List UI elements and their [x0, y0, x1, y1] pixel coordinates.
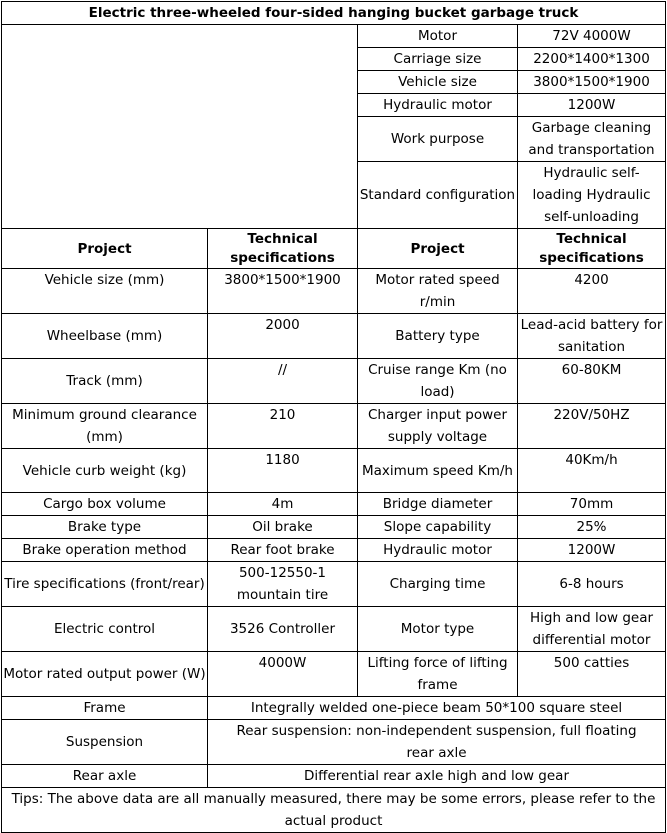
project-right: Cruise range Km (no load)	[358, 359, 518, 404]
header-row	[2, 229, 666, 269]
wide-row-value: Integrally welded one-piece beam 50*100 square steel	[208, 697, 666, 720]
summary-label: Work purpose	[358, 117, 518, 162]
project-left: Vehicle size (mm)	[2, 269, 208, 314]
spec-left: Oil brake	[208, 516, 358, 539]
table-row	[2, 314, 666, 359]
project-left: Track (mm)	[2, 359, 208, 404]
spec-left: 4000W	[208, 652, 358, 697]
spec-right: 1200W	[518, 539, 666, 562]
table-row	[2, 539, 666, 562]
spec-left: //	[208, 359, 358, 404]
summary-row	[2, 25, 666, 48]
tips-row	[2, 788, 666, 833]
wide-row	[2, 720, 666, 765]
table-row	[2, 652, 666, 697]
spec-table	[1, 1, 666, 833]
project-left: Motor rated output power (W)	[2, 652, 208, 697]
spec-left: 210	[208, 404, 358, 449]
table-row	[2, 449, 666, 493]
wide-row-label: Suspension	[2, 720, 208, 765]
summary-label: Carriage size	[358, 48, 518, 71]
project-left: Minimum ground clearance (mm)	[2, 404, 208, 449]
project-right: Lifting force of lifting frame	[358, 652, 518, 697]
project-right: Bridge diameter	[358, 493, 518, 516]
summary-label: Standard configuration	[358, 162, 518, 229]
project-left: Electric control	[2, 607, 208, 652]
table-row	[2, 404, 666, 449]
project-left: Brake type	[2, 516, 208, 539]
project-left: Wheelbase (mm)	[2, 314, 208, 359]
wide-row-value: Rear suspension: non-independent suspension, full floating rear axle	[208, 720, 666, 765]
table-row	[2, 516, 666, 539]
spec-left: 3526 Controller	[208, 607, 358, 652]
summary-value: 1200W	[518, 94, 666, 117]
spec-right: 60-80KM	[518, 359, 666, 404]
summary-label: Vehicle size	[358, 71, 518, 94]
wide-row	[2, 765, 666, 788]
summary-value: 72V 4000W	[518, 25, 666, 48]
header-spec-left: Technical specifications	[208, 229, 358, 269]
spec-right: 4200	[518, 269, 666, 314]
project-right: Maximum speed Km/h	[358, 449, 518, 493]
spec-left: 2000	[208, 314, 358, 359]
header-spec-right: Technical specifications	[518, 229, 666, 269]
spec-right: 40Km/h	[518, 449, 666, 493]
project-right: Motor rated speed r/min	[358, 269, 518, 314]
header-project-right: Project	[358, 229, 518, 269]
project-right: Slope capability	[358, 516, 518, 539]
project-right: Motor type	[358, 607, 518, 652]
project-right: Charging time	[358, 562, 518, 607]
table-row	[2, 562, 666, 607]
spec-left: 500-12550-1 mountain tire	[208, 562, 358, 607]
table-row	[2, 269, 666, 314]
summary-value: Garbage cleaning and transportation	[518, 117, 666, 162]
summary-value: Hydraulic self-loading Hydraulic self-unloading	[518, 162, 666, 229]
spec-right: High and low gear differential motor	[518, 607, 666, 652]
project-left: Tire specifications (front/rear)	[2, 562, 208, 607]
product-image-area	[2, 25, 358, 229]
spec-right: 220V/50HZ	[518, 404, 666, 449]
spec-left: Rear foot brake	[208, 539, 358, 562]
wide-row-label: Frame	[2, 697, 208, 720]
spec-left: 1180	[208, 449, 358, 493]
spec-right: 6-8 hours	[518, 562, 666, 607]
table-row	[2, 493, 666, 516]
wide-row	[2, 697, 666, 720]
header-project-left: Project	[2, 229, 208, 269]
project-left: Brake operation method	[2, 539, 208, 562]
project-right: Battery type	[358, 314, 518, 359]
spec-left: 4m	[208, 493, 358, 516]
spec-right: Lead-acid battery for sanitation	[518, 314, 666, 359]
spec-left: 3800*1500*1900	[208, 269, 358, 314]
title-row	[2, 2, 666, 25]
spec-right: 500 catties	[518, 652, 666, 697]
project-left: Cargo box volume	[2, 493, 208, 516]
summary-label: Motor	[358, 25, 518, 48]
table-title: Electric three-wheeled four-sided hanging bucket garbage truck	[2, 2, 666, 25]
summary-value: 2200*1400*1300	[518, 48, 666, 71]
wide-row-label: Rear axle	[2, 765, 208, 788]
table-row	[2, 359, 666, 404]
project-left: Vehicle curb weight (kg)	[2, 449, 208, 493]
project-right: Hydraulic motor	[358, 539, 518, 562]
summary-value: 3800*1500*1900	[518, 71, 666, 94]
tips-note: Tips: The above data are all manually measured, there may be some errors, please refer to the actual product	[2, 788, 666, 833]
table-row	[2, 607, 666, 652]
spec-right: 25%	[518, 516, 666, 539]
wide-row-value: Differential rear axle high and low gear	[208, 765, 666, 788]
spec-right: 70mm	[518, 493, 666, 516]
summary-label: Hydraulic motor	[358, 94, 518, 117]
project-right: Charger input power supply voltage	[358, 404, 518, 449]
